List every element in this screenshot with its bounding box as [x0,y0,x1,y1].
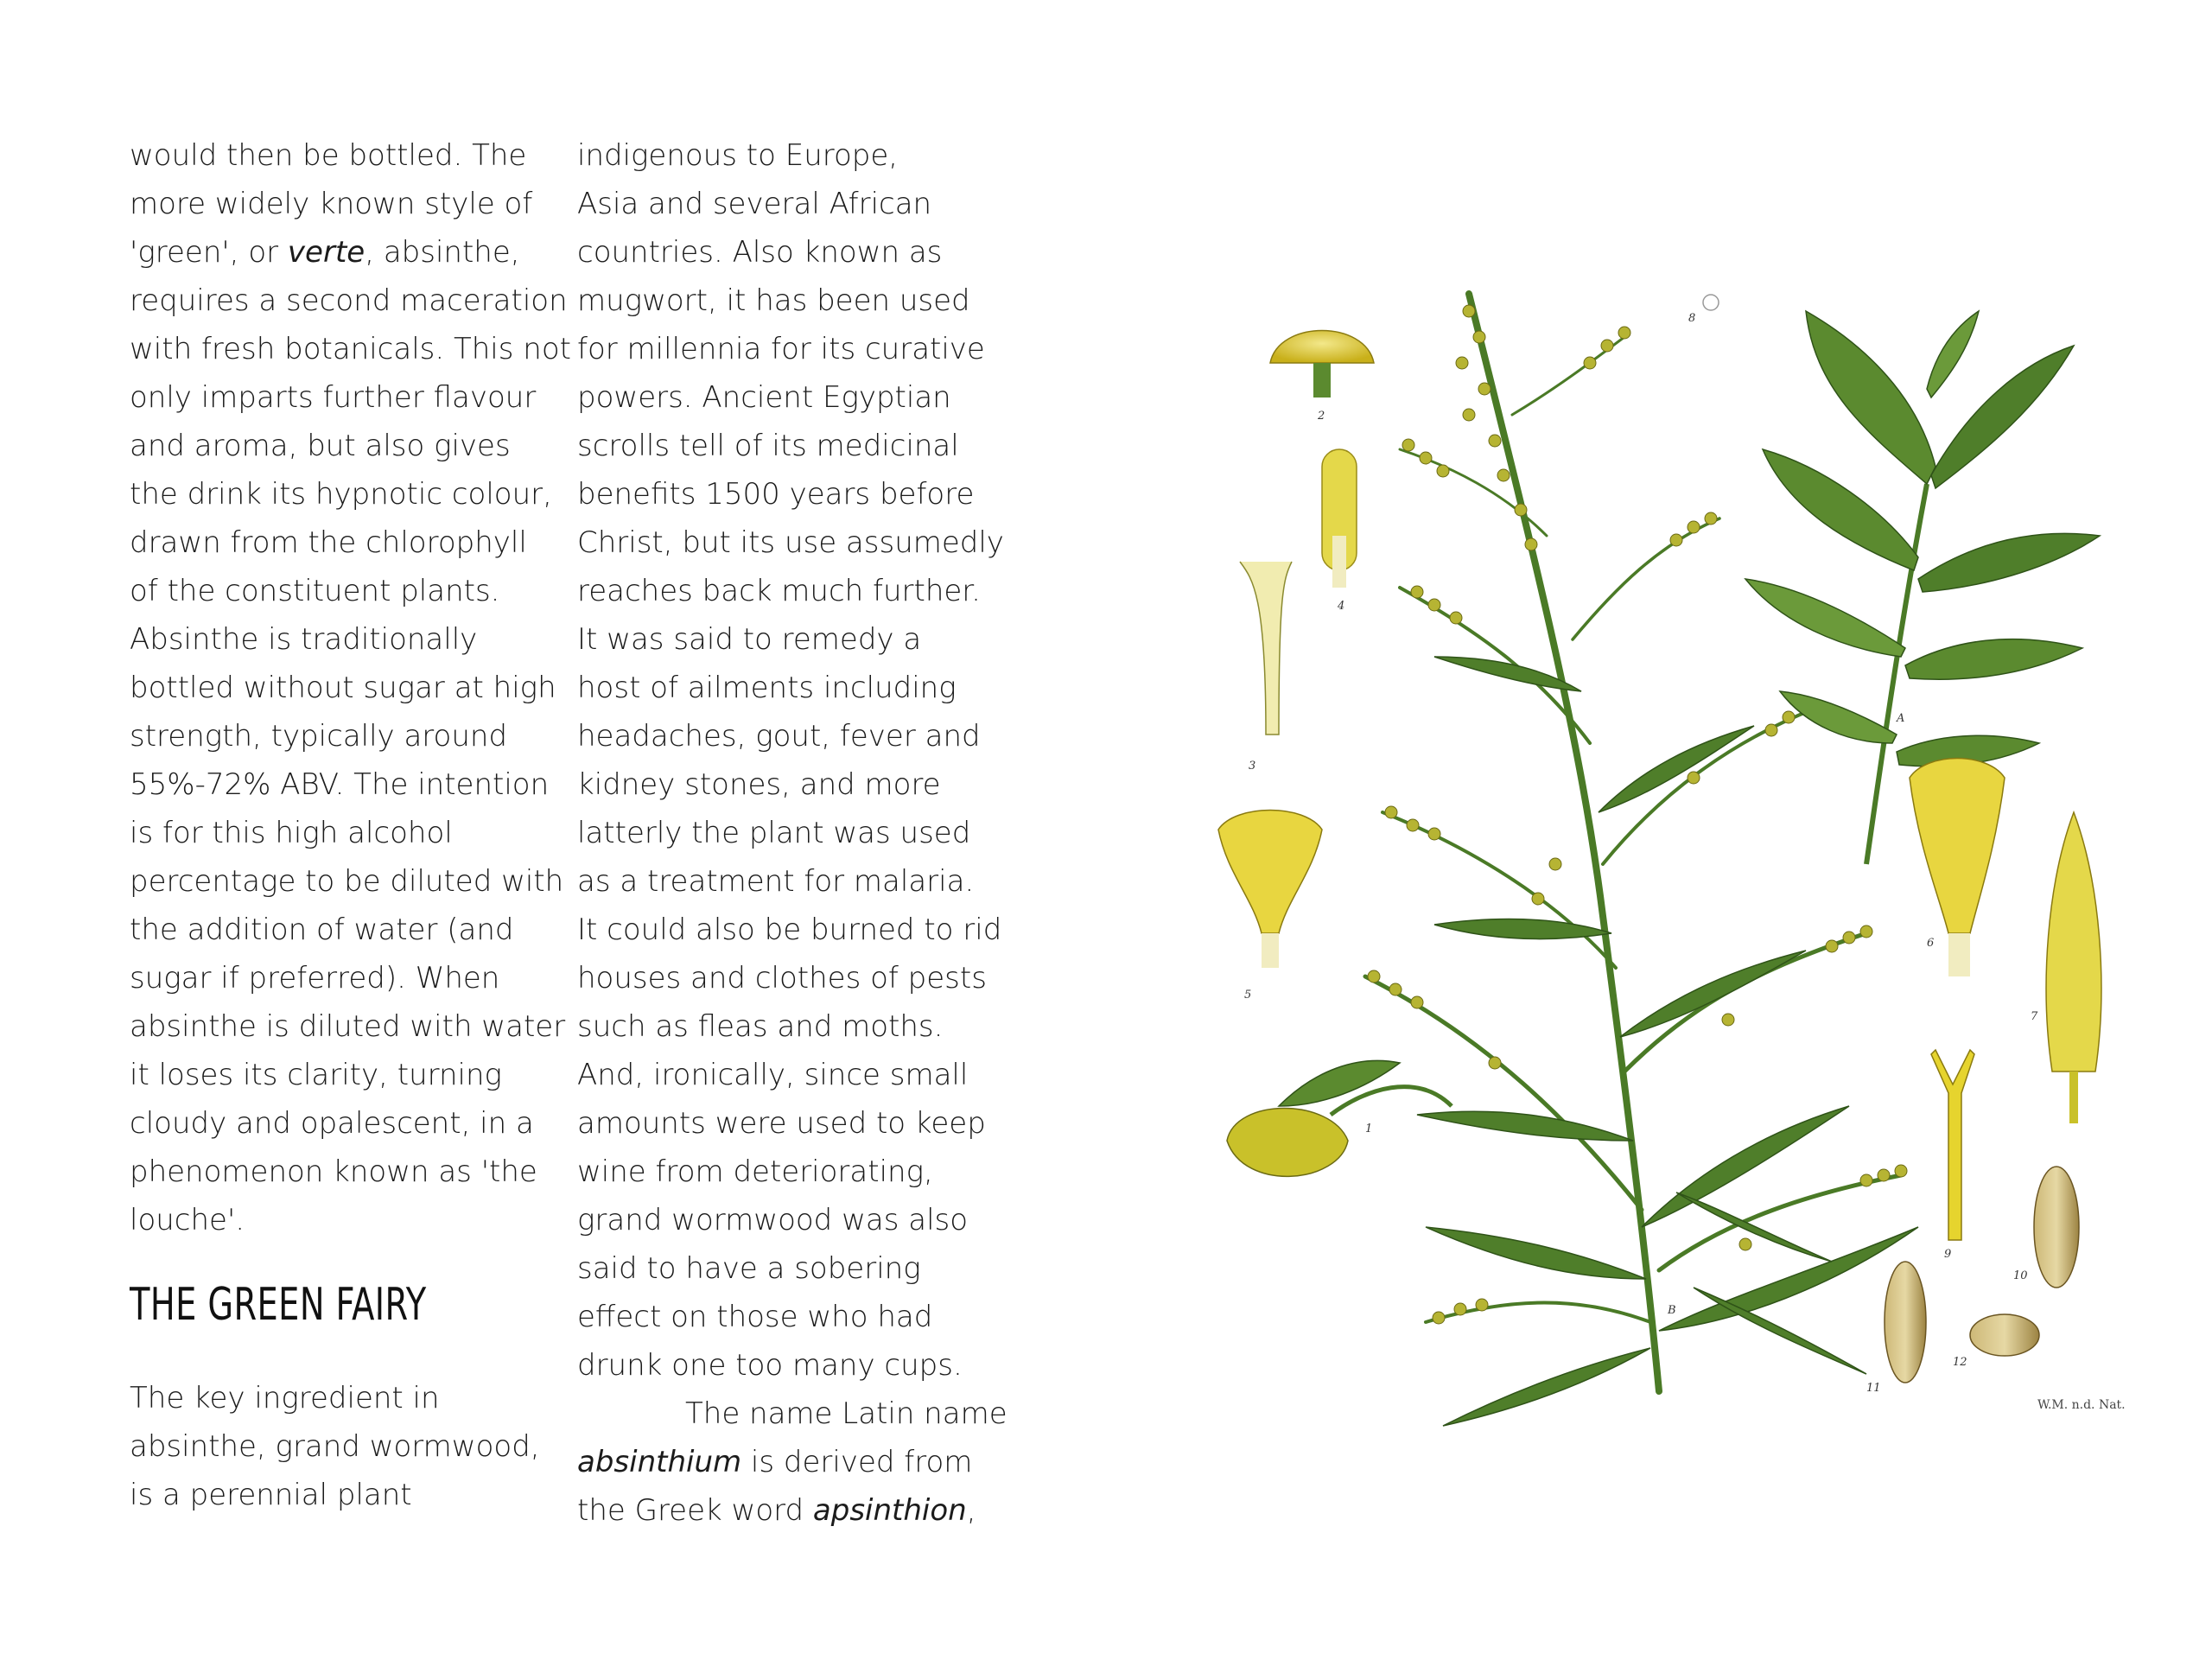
text-line: bottled without sugar at high [130,671,556,705]
text-line: benefits 1500 years before [577,477,975,512]
text-line: 'green', or verte, absinthe, [130,235,520,270]
indented-paragraph-start: The name Latin name [685,1396,1007,1431]
detail-figure-3 [1240,562,1292,773]
text-line: only imparts further flavour [130,380,537,415]
text-line: absinthium is derived from [577,1445,973,1479]
text-line: percentage to be diluted with [130,864,564,899]
text-line: 55%-72% ABV. The intention [130,767,550,802]
text-column-left [130,131,570,1519]
text-line: strength, typically around [130,719,508,754]
text-line: powers. Ancient Egyptian [577,380,951,415]
text-line: effect on those who had [577,1300,933,1334]
detail-figure-8 [1688,295,1719,325]
botanical-illustration [1210,259,2134,1434]
italic-term: absinthium [577,1445,742,1479]
text-line: the Greek word apsinthion, [577,1493,976,1528]
figure-label-11: 11 [1866,1382,1881,1395]
text-line: scrolls tell of its medicinal [577,429,959,463]
italic-term: verte [287,235,365,270]
text-line: The key ingredient in [130,1381,440,1415]
text-line: would then be bottled. The [130,138,527,173]
section-heading: THE GREEN FAIRY [130,1279,427,1331]
illustrator-signature: W.M. n.d. Nat. [2037,1398,2126,1412]
text-line: the drink its hypnotic colour, [130,477,552,512]
text-line: headaches, gout, fever and [577,719,981,754]
text-line: amounts were used to keep [577,1106,986,1141]
detail-figure-10 [2013,1167,2079,1288]
figure-label-7: 7 [2031,1010,2038,1023]
text-line: grand wormwood was also [577,1203,969,1237]
text-line: absinthe, grand wormwood, [130,1429,540,1464]
text-line: it loses its clarity, turning [130,1058,502,1092]
figure-label-12: 12 [1953,1356,1967,1369]
detail-figure-2 [1270,331,1374,423]
figure-label-5: 5 [1244,989,1252,1002]
figure-label-1: 1 [1365,1123,1373,1135]
text-line: absinthe is diluted with water [130,1009,566,1044]
wormwood-plate-image [1210,259,2134,1434]
text-line: as a treatment for malaria. [577,864,975,899]
right-paragraph-etymology [577,1438,1027,1535]
text-line: It could also be burned to rid [577,913,1002,947]
detail-figure-5 [1218,811,1322,1002]
detail-figure-7 [2031,812,2101,1123]
text-line: It was said to remedy a [577,622,922,657]
text-line: is for this high alcohol [130,816,453,850]
figure-label-2: 2 [1318,410,1325,423]
text-line: is a perennial plant [130,1478,412,1512]
text-line: Christ, but its use assumedly [577,525,1004,560]
text-line: requires a second maceration [130,283,568,318]
text-line: with fresh botanicals. This not [130,332,571,366]
text-line: and aroma, but also gives [130,429,511,463]
figure-label-8: 8 [1688,312,1696,325]
text-line: more widely known style of [130,187,533,221]
figure-label-b: B [1668,1304,1676,1317]
italic-term: apsinthion [812,1493,967,1528]
text-line: Absinthe is traditionally [130,622,478,657]
figure-label-3: 3 [1249,760,1256,773]
text-line: drawn from the chlorophyll [130,525,527,560]
text-line: for millennia for its curative [577,332,985,366]
figure-label-10: 10 [2013,1269,2028,1282]
text-line: drunk one too many cups. [577,1348,963,1383]
text-line: mugwort, it has been used [577,283,970,318]
detail-figure-12 [1953,1314,2039,1369]
figure-label-a: A [1897,712,1905,725]
detail-figure-4 [1322,449,1357,613]
detail-figure-11 [1866,1262,1926,1395]
text-line: And, ironically, since small [577,1058,969,1092]
text-line: said to have a sobering [577,1251,921,1286]
text-line: phenomenon known as 'the [130,1154,537,1189]
text-line: sugar if preferred). When [130,961,500,995]
text-line: of the constituent plants. [130,574,500,608]
left-paragraph-continued [130,131,570,1244]
text-line: host of ailments including [577,671,957,705]
text-line: the addition of water (and [130,913,514,947]
text-line: reaches back much further. [577,574,981,608]
figure-label-6: 6 [1927,937,1935,950]
text-line: latterly the plant was used [577,816,971,850]
text-line: such as fleas and moths. [577,1009,944,1044]
figure-label-9: 9 [1944,1248,1952,1261]
text-line: indigenous to Europe, [577,138,899,173]
text-line: Asia and several African [577,187,932,221]
figure-label-4: 4 [1338,600,1345,613]
left-paragraph-key-ingredient [130,1374,570,1519]
text-line: louche'. [130,1203,245,1237]
text-line: kidney stones, and more [577,767,941,802]
detail-figure-1 [1227,1060,1452,1176]
right-paragraph-wormwood [577,131,1027,1390]
main-stem [1365,294,1901,1391]
text-line: houses and clothes of pests [577,961,987,995]
text-line: countries. Also known as [577,235,943,270]
text-column-right [577,131,1027,1535]
detail-figure-9 [1931,1050,1974,1261]
text-line: wine from deteriorating, [577,1154,933,1189]
detail-figure-6 [1910,759,2005,977]
text-line: cloudy and opalescent, in a [130,1106,534,1141]
